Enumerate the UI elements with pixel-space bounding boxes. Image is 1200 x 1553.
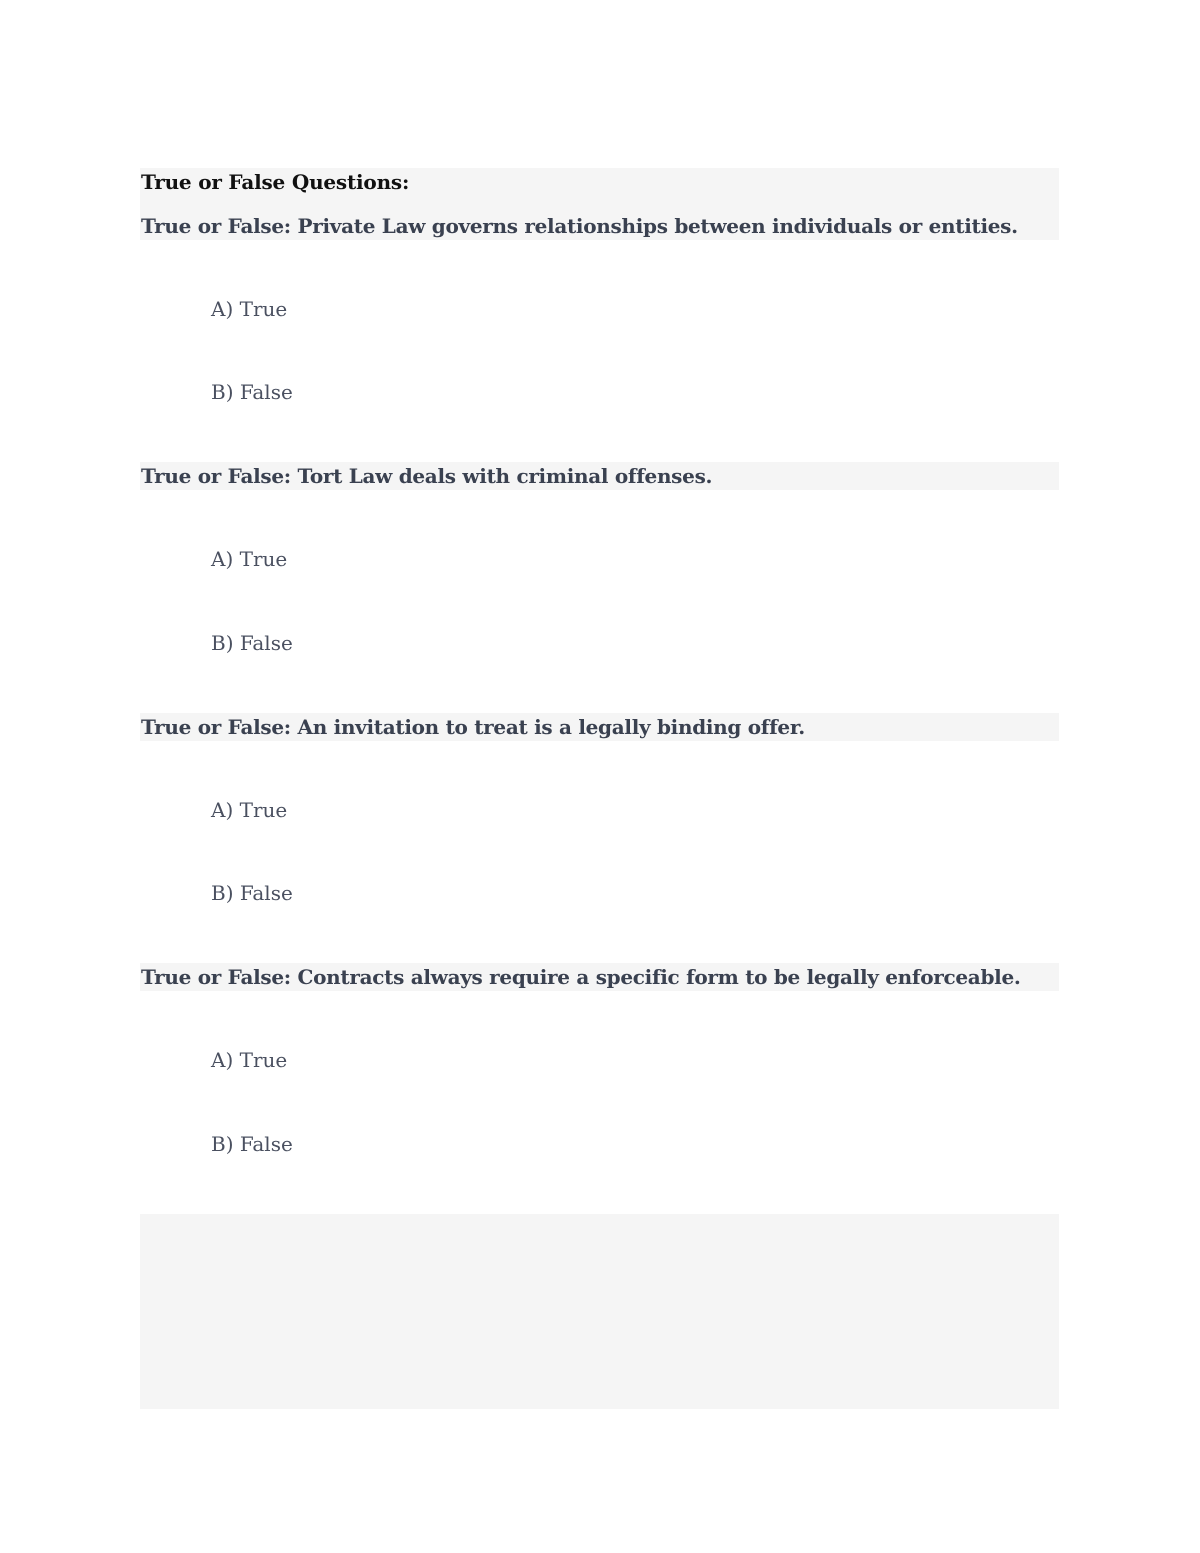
question-1-option-b: B) False [211,380,293,404]
section-heading: True or False Questions: [141,170,410,194]
question-2-text: True or False: Tort Law deals with criminal offenses. [141,464,713,488]
question-3-option-b: B) False [211,881,293,905]
question-3-text: True or False: An invitation to treat is a legally binding offer. [141,715,805,739]
question-1-option-a: A) True [211,297,288,321]
question-3-option-a: A) True [211,798,288,822]
question-1-text: True or False: Private Law governs relationships between individuals or entities. [141,214,1018,238]
question-4-text: True or False: Contracts always require a specific form to be legally enforceable. [141,965,1021,989]
question-2-option-b: B) False [211,631,293,655]
question-2-option-a: A) True [211,547,288,571]
question-4-option-a: A) True [211,1048,288,1072]
blank-shaded-block [140,1214,1059,1409]
question-4-option-b: B) False [211,1132,293,1156]
